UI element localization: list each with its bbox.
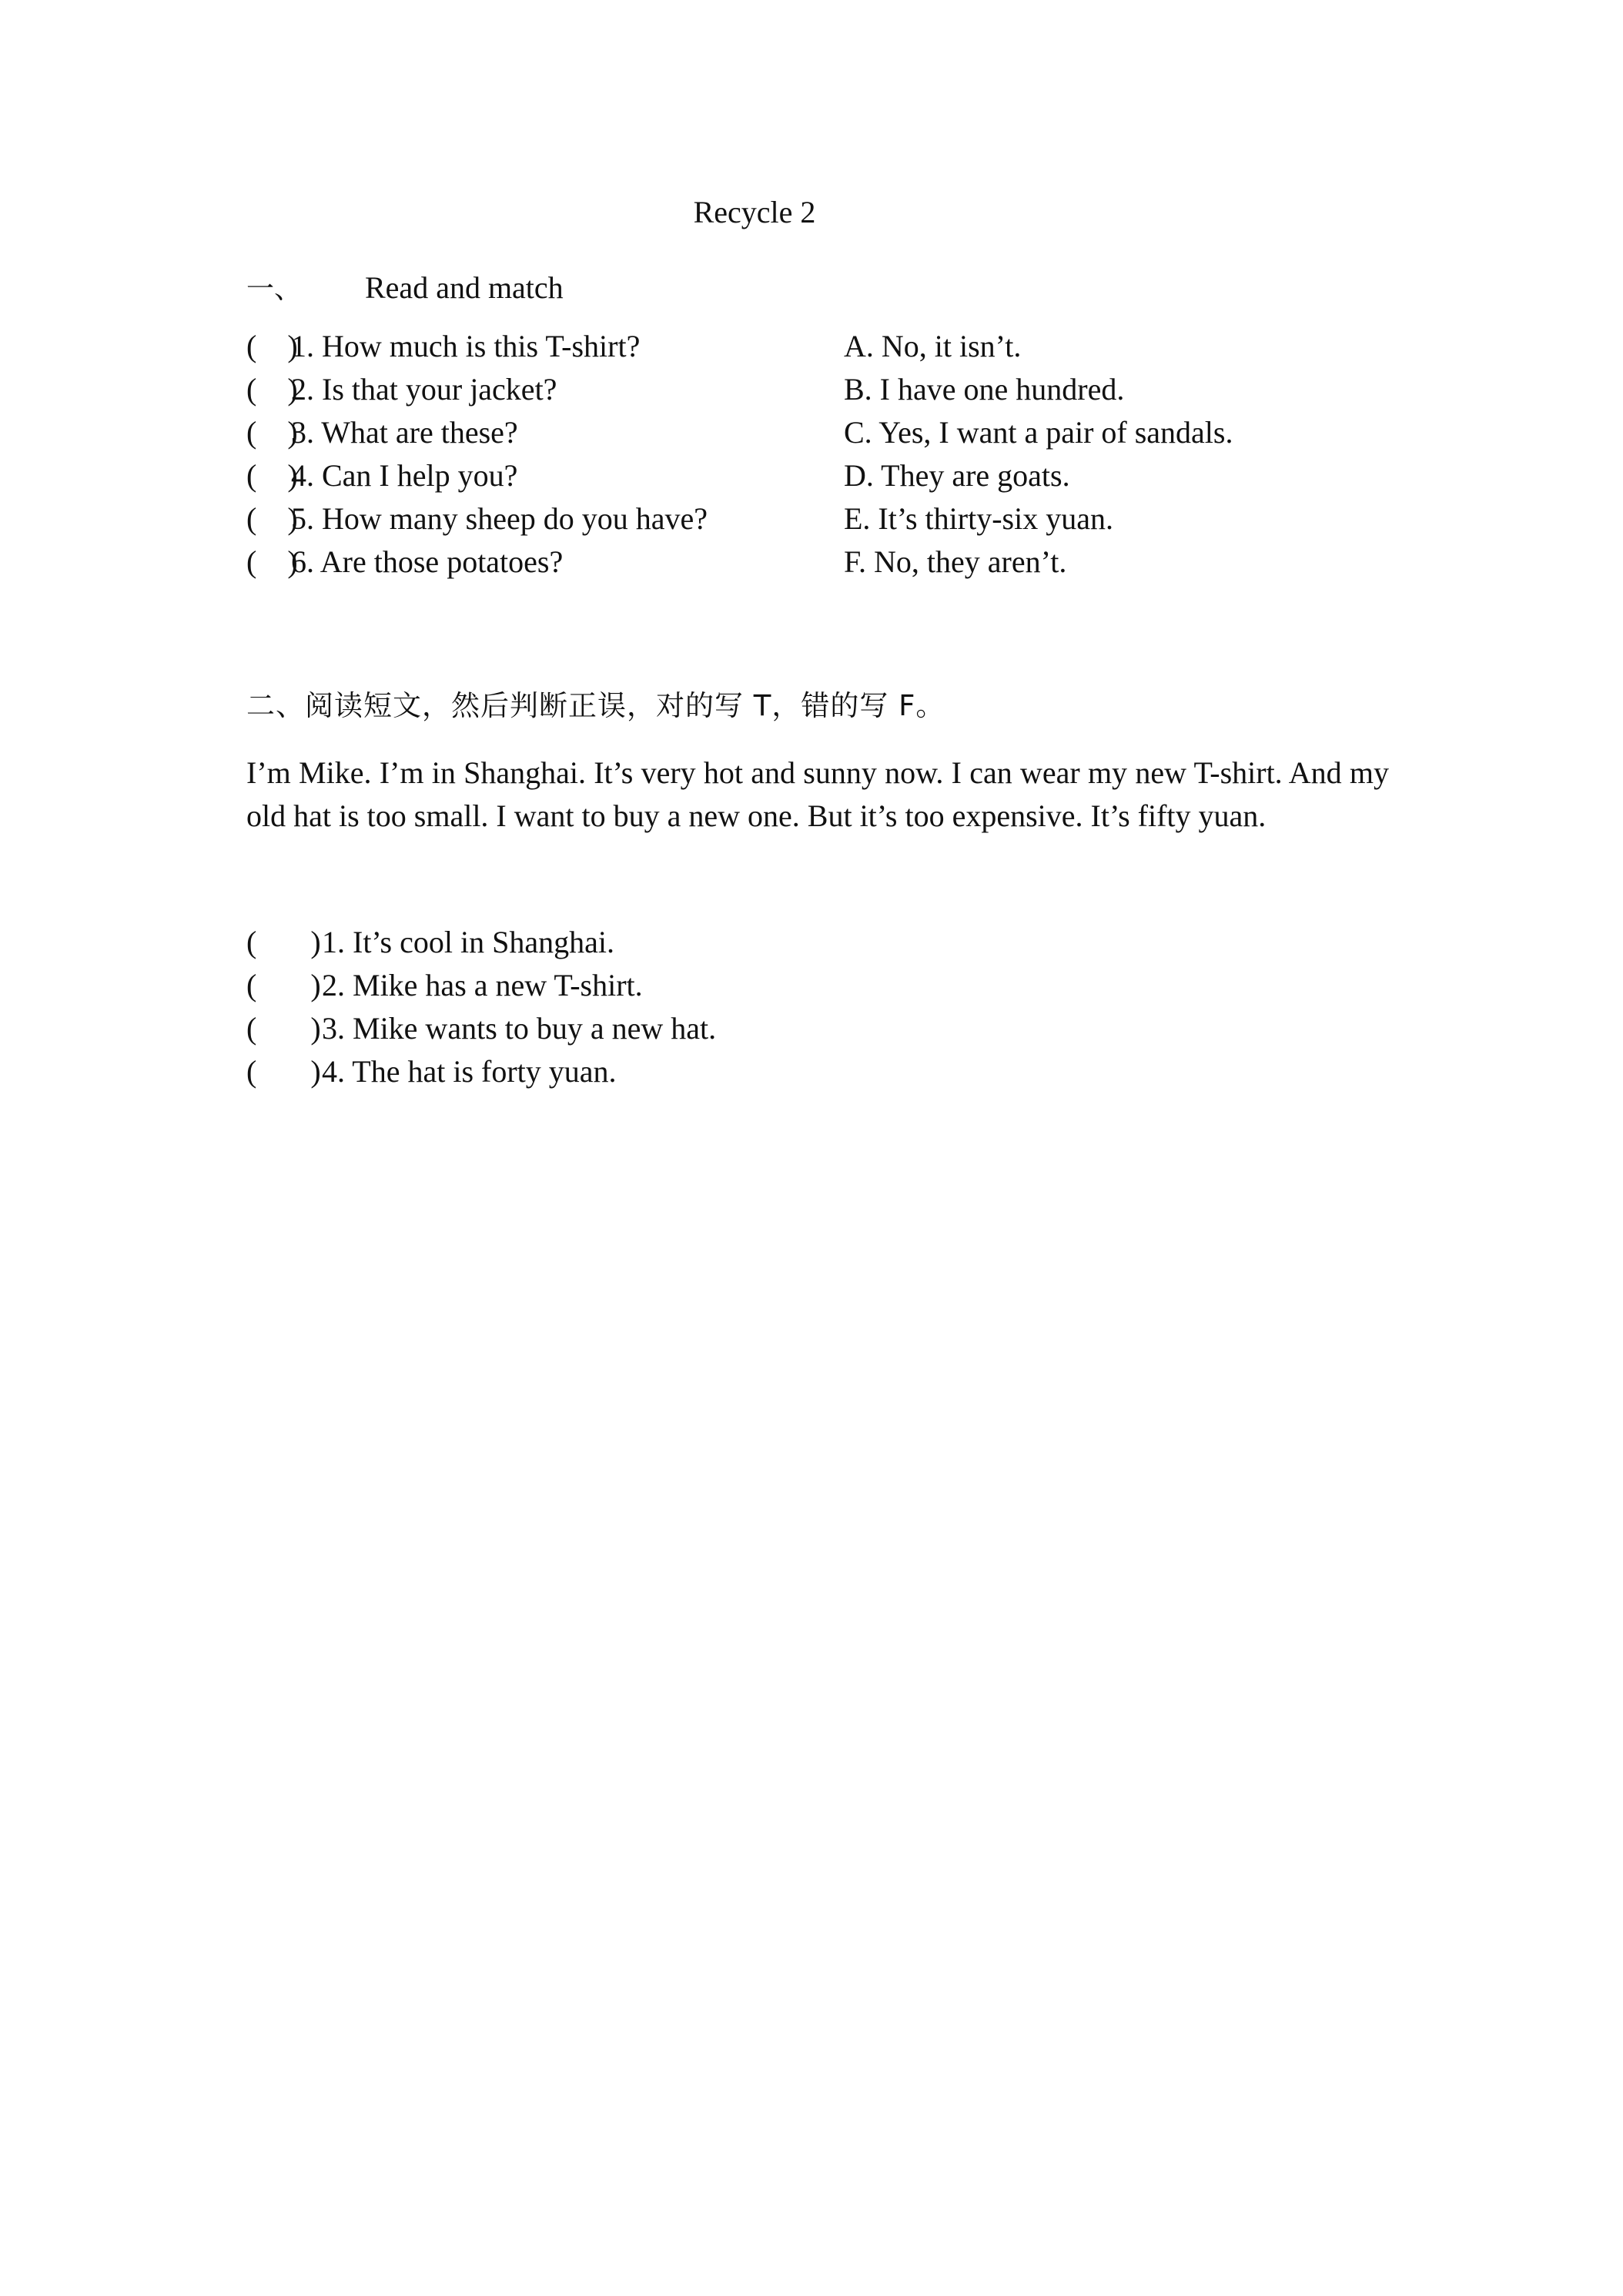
match-item: [246, 544, 1401, 587]
match-item: [246, 414, 1401, 457]
true-false-list: [246, 924, 1324, 1096]
match-question: 4. Can I help you?: [291, 458, 518, 493]
match-item: [246, 500, 1401, 544]
answer-blank[interactable]: ( ): [246, 925, 321, 959]
true-false-item: [246, 1053, 1324, 1096]
match-answer: E. It’s thirty-six yuan.: [844, 501, 1113, 536]
tf-statement: 2. Mike has a new T-shirt.: [322, 968, 643, 1002]
worksheet-title: Recycle 2: [693, 195, 816, 229]
match-answer: A. No, it isn’t.: [844, 329, 1022, 363]
match-item: [246, 328, 1401, 371]
match-answer: F. No, they aren’t.: [844, 544, 1067, 579]
tf-statement: 3. Mike wants to buy a new hat.: [322, 1011, 717, 1046]
reading-passage: I’m Mike. I’m in Shanghai. It’s very hot and sunny now. I can wear my new T-shirt. And my old hat is too small. I want to buy a new one. But it’s too expensive. It’s fifty yuan.: [246, 755, 1389, 833]
match-question: 2. Is that your jacket?: [291, 372, 557, 407]
match-item: [246, 457, 1401, 500]
section2-heading: 二、阅读短文，然后判断正误，对的写 T，错的写 F。: [246, 689, 945, 722]
answer-blank[interactable]: ( ): [246, 1054, 321, 1089]
true-false-item: [246, 967, 1324, 1010]
answer-blank[interactable]: ( ): [246, 544, 298, 579]
answer-blank[interactable]: ( ): [246, 329, 298, 363]
answer-blank[interactable]: ( ): [246, 458, 298, 493]
tf-statement: 1. It’s cool in Shanghai.: [322, 925, 614, 959]
match-list: [246, 328, 1401, 587]
match-question: 3. What are these?: [291, 415, 518, 450]
section1-number: 一、: [246, 273, 303, 305]
answer-blank[interactable]: ( ): [246, 968, 321, 1002]
true-false-item: [246, 924, 1324, 967]
match-item: [246, 371, 1401, 414]
section1-heading: [246, 269, 564, 308]
match-answer: C. Yes, I want a pair of sandals.: [844, 415, 1233, 450]
match-answer: B. I have one hundred.: [844, 372, 1125, 407]
section1-heading-text: Read and match: [365, 270, 564, 305]
match-question: 1. How much is this T-shirt?: [291, 329, 641, 363]
answer-blank[interactable]: ( ): [246, 1011, 321, 1046]
match-question: 6. Are those potatoes?: [291, 544, 564, 579]
tf-statement: 4. The hat is forty yuan.: [322, 1054, 617, 1089]
true-false-item: [246, 1010, 1324, 1053]
answer-blank[interactable]: ( ): [246, 415, 298, 450]
answer-blank[interactable]: ( ): [246, 501, 298, 536]
match-question: 5. How many sheep do you have?: [291, 501, 708, 536]
match-answer: D. They are goats.: [844, 458, 1070, 493]
answer-blank[interactable]: ( ): [246, 372, 298, 407]
